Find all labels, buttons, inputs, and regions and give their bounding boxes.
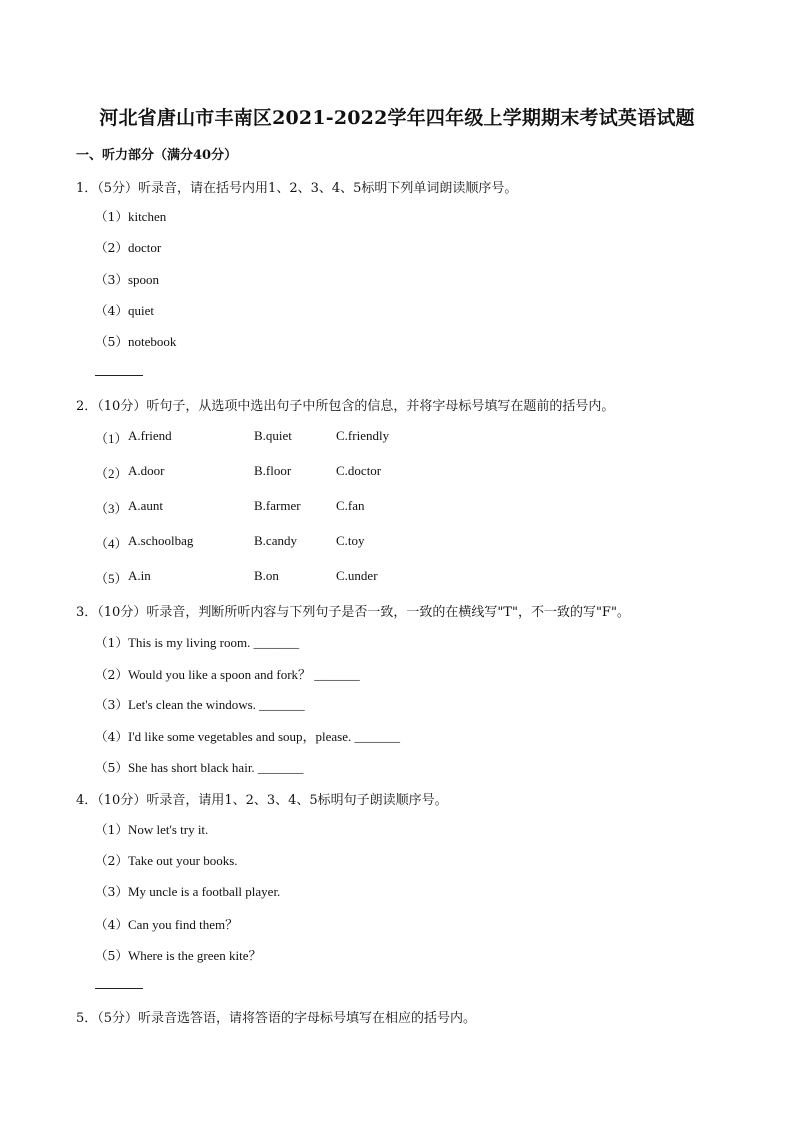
question-1-stem: 1．（5分）听录音，请在括号内用1、2、3、4、5标明下列单词朗读顺序号。 [76,181,518,196]
option-c: C.friendly [336,428,390,443]
item-number: （1） [95,635,128,650]
question-1-item [95,238,161,256]
item-sentence: Where is the green kite？ [127,948,262,963]
item-number: （4） [95,303,128,318]
question-2-number: （1） [95,431,128,446]
option-b: B.quiet [254,428,292,443]
answer-blank-line[interactable] [95,375,143,376]
section-heading-listening: 一、听力部分（满分40分） [76,148,238,163]
item-number: （2） [95,240,128,255]
question-2-stem: 2．（10分）听句子，从选项中选出句子中所包含的信息，并将字母标号填写在题前的括号内。 [76,399,615,414]
question-2-number: （5） [95,571,128,586]
answer-blank-line[interactable] [95,988,143,989]
item-sentence: She has short black hair. _______ [127,760,304,775]
item-word: kitchen [127,209,167,224]
question-2-number: （3） [95,501,128,516]
item-sentence: Now let's try it. [127,822,209,837]
option-a: A.in [128,568,151,583]
option-b: B.candy [254,533,297,548]
item-word: spoon [127,272,160,287]
item-word: quiet [127,303,154,318]
question-1-item [95,270,159,288]
question-4-item [95,882,280,900]
option-c: C.toy [336,533,365,548]
item-sentence: Take out your books. [127,853,238,868]
item-number: （1） [95,822,128,837]
item-sentence: My uncle is a football player. [127,884,281,899]
item-number: （2） [95,853,128,868]
option-c: C.doctor [336,463,382,478]
question-2-number: （2） [95,466,128,481]
option-c: C.fan [336,498,365,513]
item-number: （3） [95,272,128,287]
option-b: B.floor [254,463,292,478]
option-a: A.schoolbag [128,533,194,548]
option-a: A.aunt [128,498,164,513]
question-1-item [95,207,166,225]
question-4-item [95,820,208,838]
option-a: A.door [128,463,165,478]
item-number: （3） [95,884,128,899]
question-4-item [95,851,238,869]
question-3-item [95,633,299,651]
item-sentence: I'd like some vegetables and soup，please. _______ [127,729,400,744]
option-b: B.on [254,568,279,583]
question-4-item [95,945,262,964]
question-3-item [95,726,400,745]
question-5-stem: 5．（5分）听录音选答语，请将答语的字母标号填写在相应的括号内。 [76,1011,477,1026]
item-number: （1） [95,209,128,224]
item-word: notebook [127,334,177,349]
question-2-number: （4） [95,536,128,551]
item-number: （4） [95,917,128,932]
question-1-item [95,332,176,350]
item-number: （2） [95,667,128,682]
item-sentence: Can you find them？ [127,917,239,932]
question-3-stem: 3．（10分）听录音，判断所听内容与下列句子是否一致，一致的在横线写"T"，不一致的写"F"。 [76,605,630,620]
page-title: 河北省唐山市丰南区2021-2022学年四年级上学期期末考试英语试题 [99,107,695,129]
item-number: （3） [95,697,128,712]
item-sentence: Would you like a spoon and fork？ _______ [127,667,360,682]
item-word: doctor [127,240,162,255]
item-sentence: Let's clean the windows. _______ [127,697,305,712]
question-1-item [95,301,154,319]
item-number: （5） [95,760,128,775]
item-number: （5） [95,948,128,963]
option-c: C.under [336,568,378,583]
question-4-item [95,914,238,933]
item-sentence: This is my living room. _______ [127,635,300,650]
option-a: A.friend [128,428,172,443]
question-4-stem: 4．（10分）听录音，请用1、2、3、4、5标明句子朗读顺序号。 [76,793,448,808]
question-3-item [95,664,360,683]
item-number: （4） [95,729,128,744]
item-number: （5） [95,334,128,349]
question-3-item [95,758,303,776]
option-b: B.farmer [254,498,301,513]
question-3-item [95,695,305,713]
